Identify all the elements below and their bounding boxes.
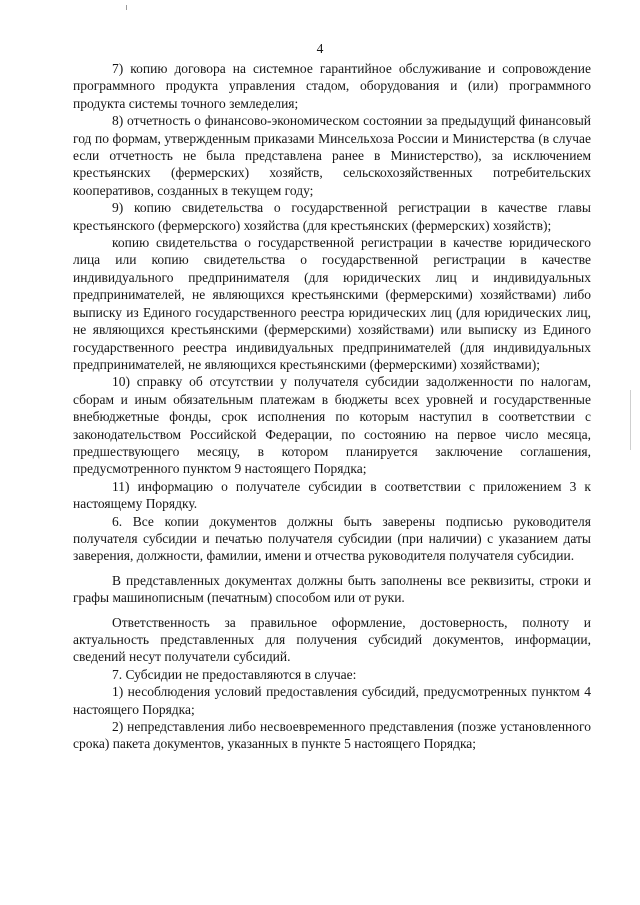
- paragraph-item-11: 11) информацию о получателе субсидии в соответствии с приложением 3 к настоящему Порядку.: [73, 478, 591, 512]
- paragraph-item-9: 9) копию свидетельства о государственной регистрации в качестве главы крестьянского (фермерского) хозяйства (для крестьянских (фермерских) хозяйств);: [73, 200, 591, 233]
- paragraph-item-8: 8) отчетность о финансово-экономическом состоянии за предыдущий финансовый год по формам, утвержденным приказами Минсельхоза России и Министерства (в случае если отчетность не была представлена ранее в Министерство), за исключением крестьянских (фермерских) хозяйств, сельскохозяйственных потребительских кооперативов, созданных в текущем году;: [73, 113, 591, 198]
- page-number: 4: [316, 41, 324, 56]
- document-body: [73, 60, 591, 753]
- paragraph-item-10: 10) справку об отсутствии у получателя субсидии задолженности по налогам, сборам и иным обязательным платежам в бюджеты всех уровней и государственные внебюджетные фонды, срок исполнения по которым наступил в соответствии с законодательством Российской Федерации, по состоянию на первое число месяца, предшествующего месяцу, в котором планируется заключение соглашения, предусмотренного пунктом 9 настоящего Порядка;: [73, 374, 591, 477]
- paragraph-section-7: 7. Субсидии не предоставляются в случае:: [112, 666, 357, 682]
- scan-mark: [126, 5, 127, 10]
- paragraph-requisites: В представленных документах должны быть заполнены все реквизиты, строки и графы машинописным (печатным) способом или от руки.: [73, 572, 591, 606]
- paragraph-item-9-continued: копию свидетельства о государственной регистрации в качестве юридического лица или копию свидетельства о государственной регистрации в качестве индивидуального предпринимателя (для юридических лиц и индивидуальных предпринимателей, не являющихся крестьянскими (фермерскими) хозяйствами) либо выписку из Единого государственного реестра юридических лиц (для юридических лиц, не являющихся крестьянскими (фермерскими) хозяйствами) или выписку из Единого государственного реестра индивидуальных предпринимателей (для индивидуальных предпринимателей, не являющихся крестьянскими (фермерскими) хозяйствами);: [73, 235, 591, 372]
- paragraph-section-6: 6. Все копии документов должны быть заверены подписью руководителя получателя субсидии и печатью получателя субсидии (при наличии) с указанием даты заверения, должности, фамилии, имени и отчества руководителя получателя субсидии.: [73, 513, 591, 564]
- paragraph-item-7-2: 2) непредставления либо несвоевременного представления (позже установленного срока) пакета документов, указанных в пункте 5 настоящего Порядка;: [73, 719, 591, 752]
- paragraph-item-7: 7) копию договора на системное гарантийное обслуживание и сопровождение программного продукта управления стадом, оборудования и (или) программного продукта системы точного земледелия;: [73, 61, 591, 111]
- paragraph-responsibility: Ответственность за правильное оформление, достоверность, полноту и актуальность представленных для получения субсидий документов, информации, сведений несут получатели субсидий.: [73, 614, 591, 665]
- paragraph-item-7-1: 1) несоблюдения условий предоставления субсидий, предусмотренных пунктом 4 настоящего Порядка;: [73, 684, 591, 717]
- scan-edge-line: [630, 390, 631, 450]
